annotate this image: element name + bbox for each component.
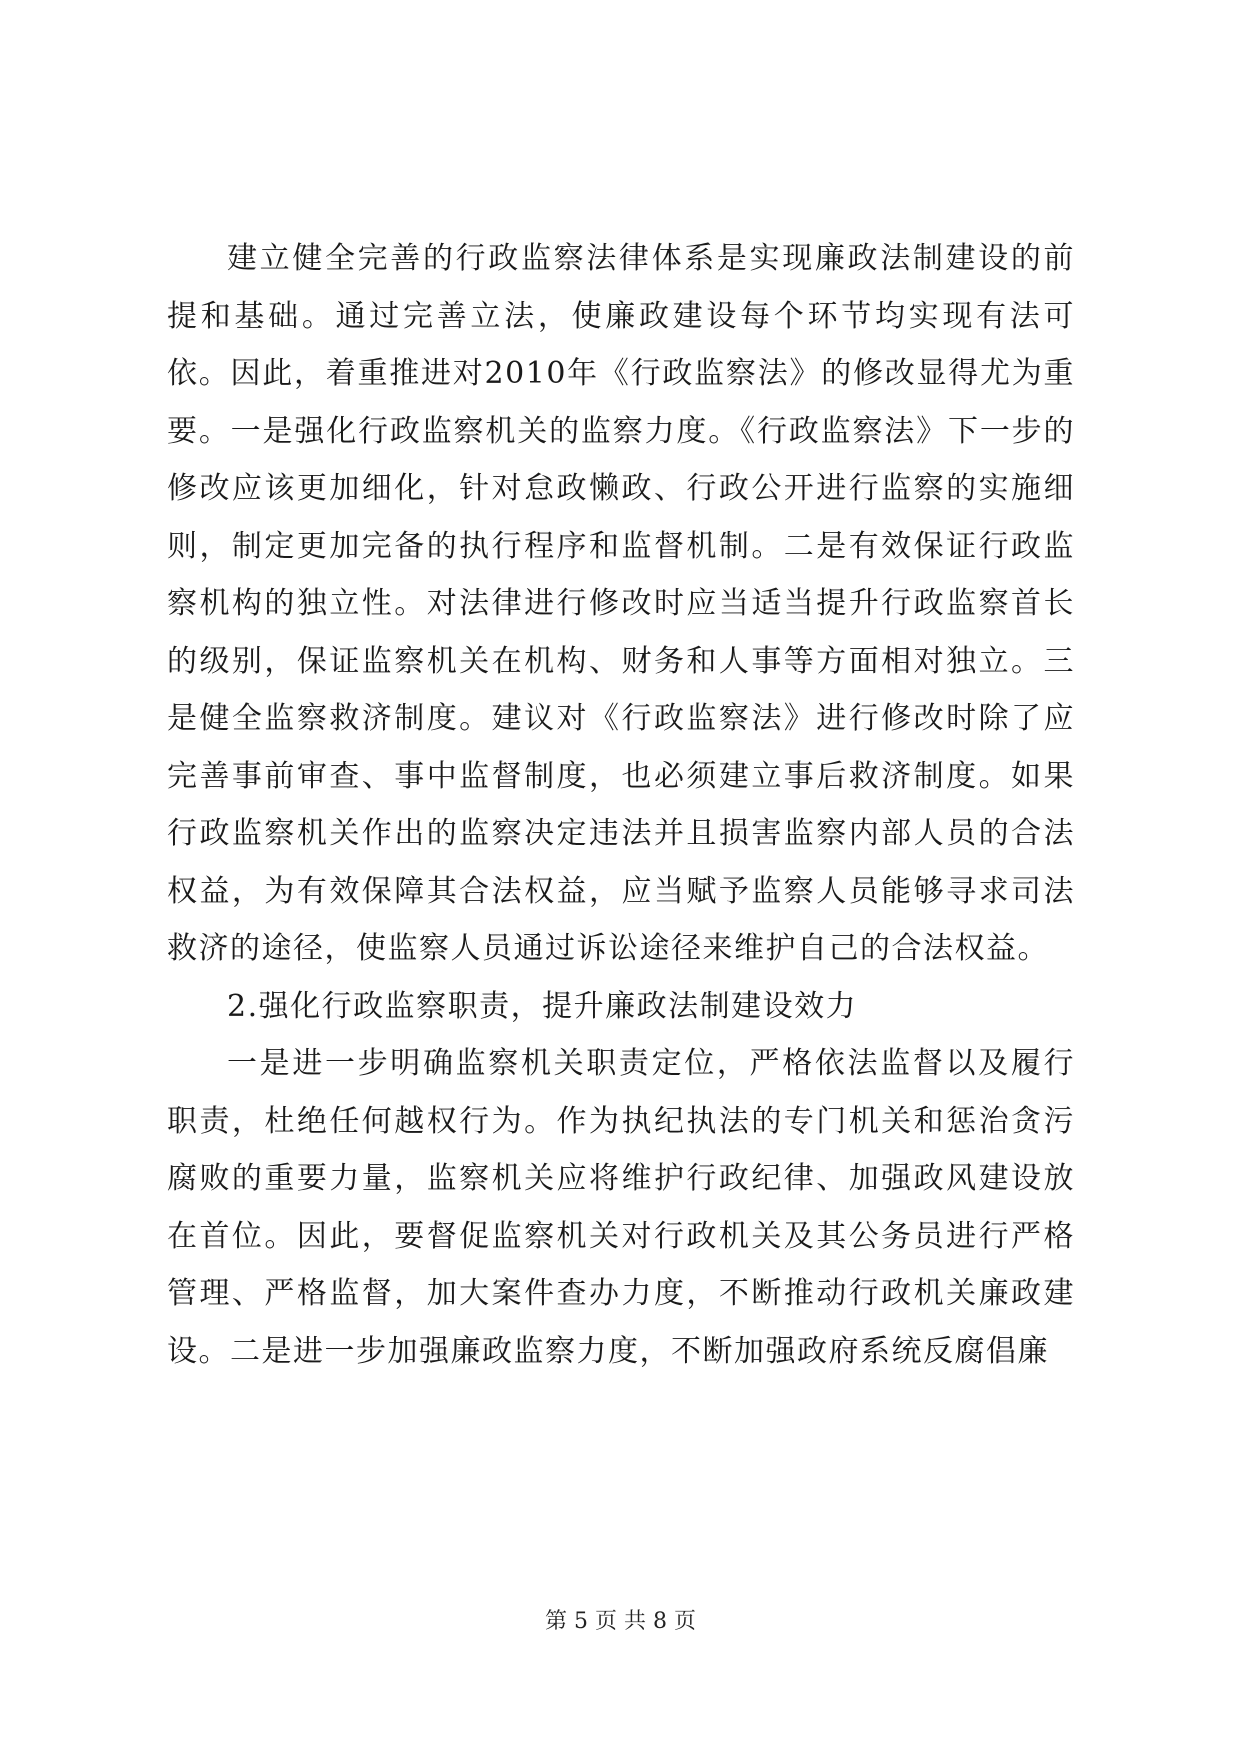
paragraph-duties: 一是进一步明确监察机关职责定位，严格依法监督以及履行职责，杜绝任何越权行为。作为执纪执法的专门机关和惩治贪污腐败的重要力量，监察机关应将维护行政纪律、加强政风建设放在首位。因此，要督促监察机关对行政机关及其公务员进行严格管理、严格监督，加大案件查办力度，不断推动行政机关廉政建设。二是进一步加强廉政监察力度，不断加强政府系统反腐倡廉 [167, 1046, 1075, 1369]
section-heading-2: 2.强化行政监察职责，提升廉政法制建设效力 [227, 988, 858, 1024]
document-body [167, 230, 1075, 1380]
paragraph-legal-system: 建立健全完善的行政监察法律体系是实现廉政法制建设的前提和基础。通过完善立法，使廉政建设每个环节均实现有法可依。因此，着重推进对2010年《行政监察法》的修改显得尤为重要。一是强化行政监察机关的监察力度。《行政监察法》下一步的修改应该更加细化，针对怠政懒政、行政公开进行监察的实施细则，制定更加完备的执行程序和监督机制。二是有效保证行政监察机构的独立性。对法律进行修改时应当适当提升行政监察首长的级别，保证监察机关在机构、财务和人事等方面相对独立。三是健全监察救济制度。建议对《行政监察法》进行修改时除了应完善事前审查、事中监督制度，也必须建立事后救济制度。如果行政监察机关作出的监察决定违法并且损害监察内部人员的合法权益，为有效保障其合法权益，应当赋予监察人员能够寻求司法救济的途径，使监察人员通过诉讼途径来维护自己的合法权益。 [167, 241, 1075, 966]
page-number-footer: 第 5 页 共 8 页 [545, 1609, 696, 1634]
